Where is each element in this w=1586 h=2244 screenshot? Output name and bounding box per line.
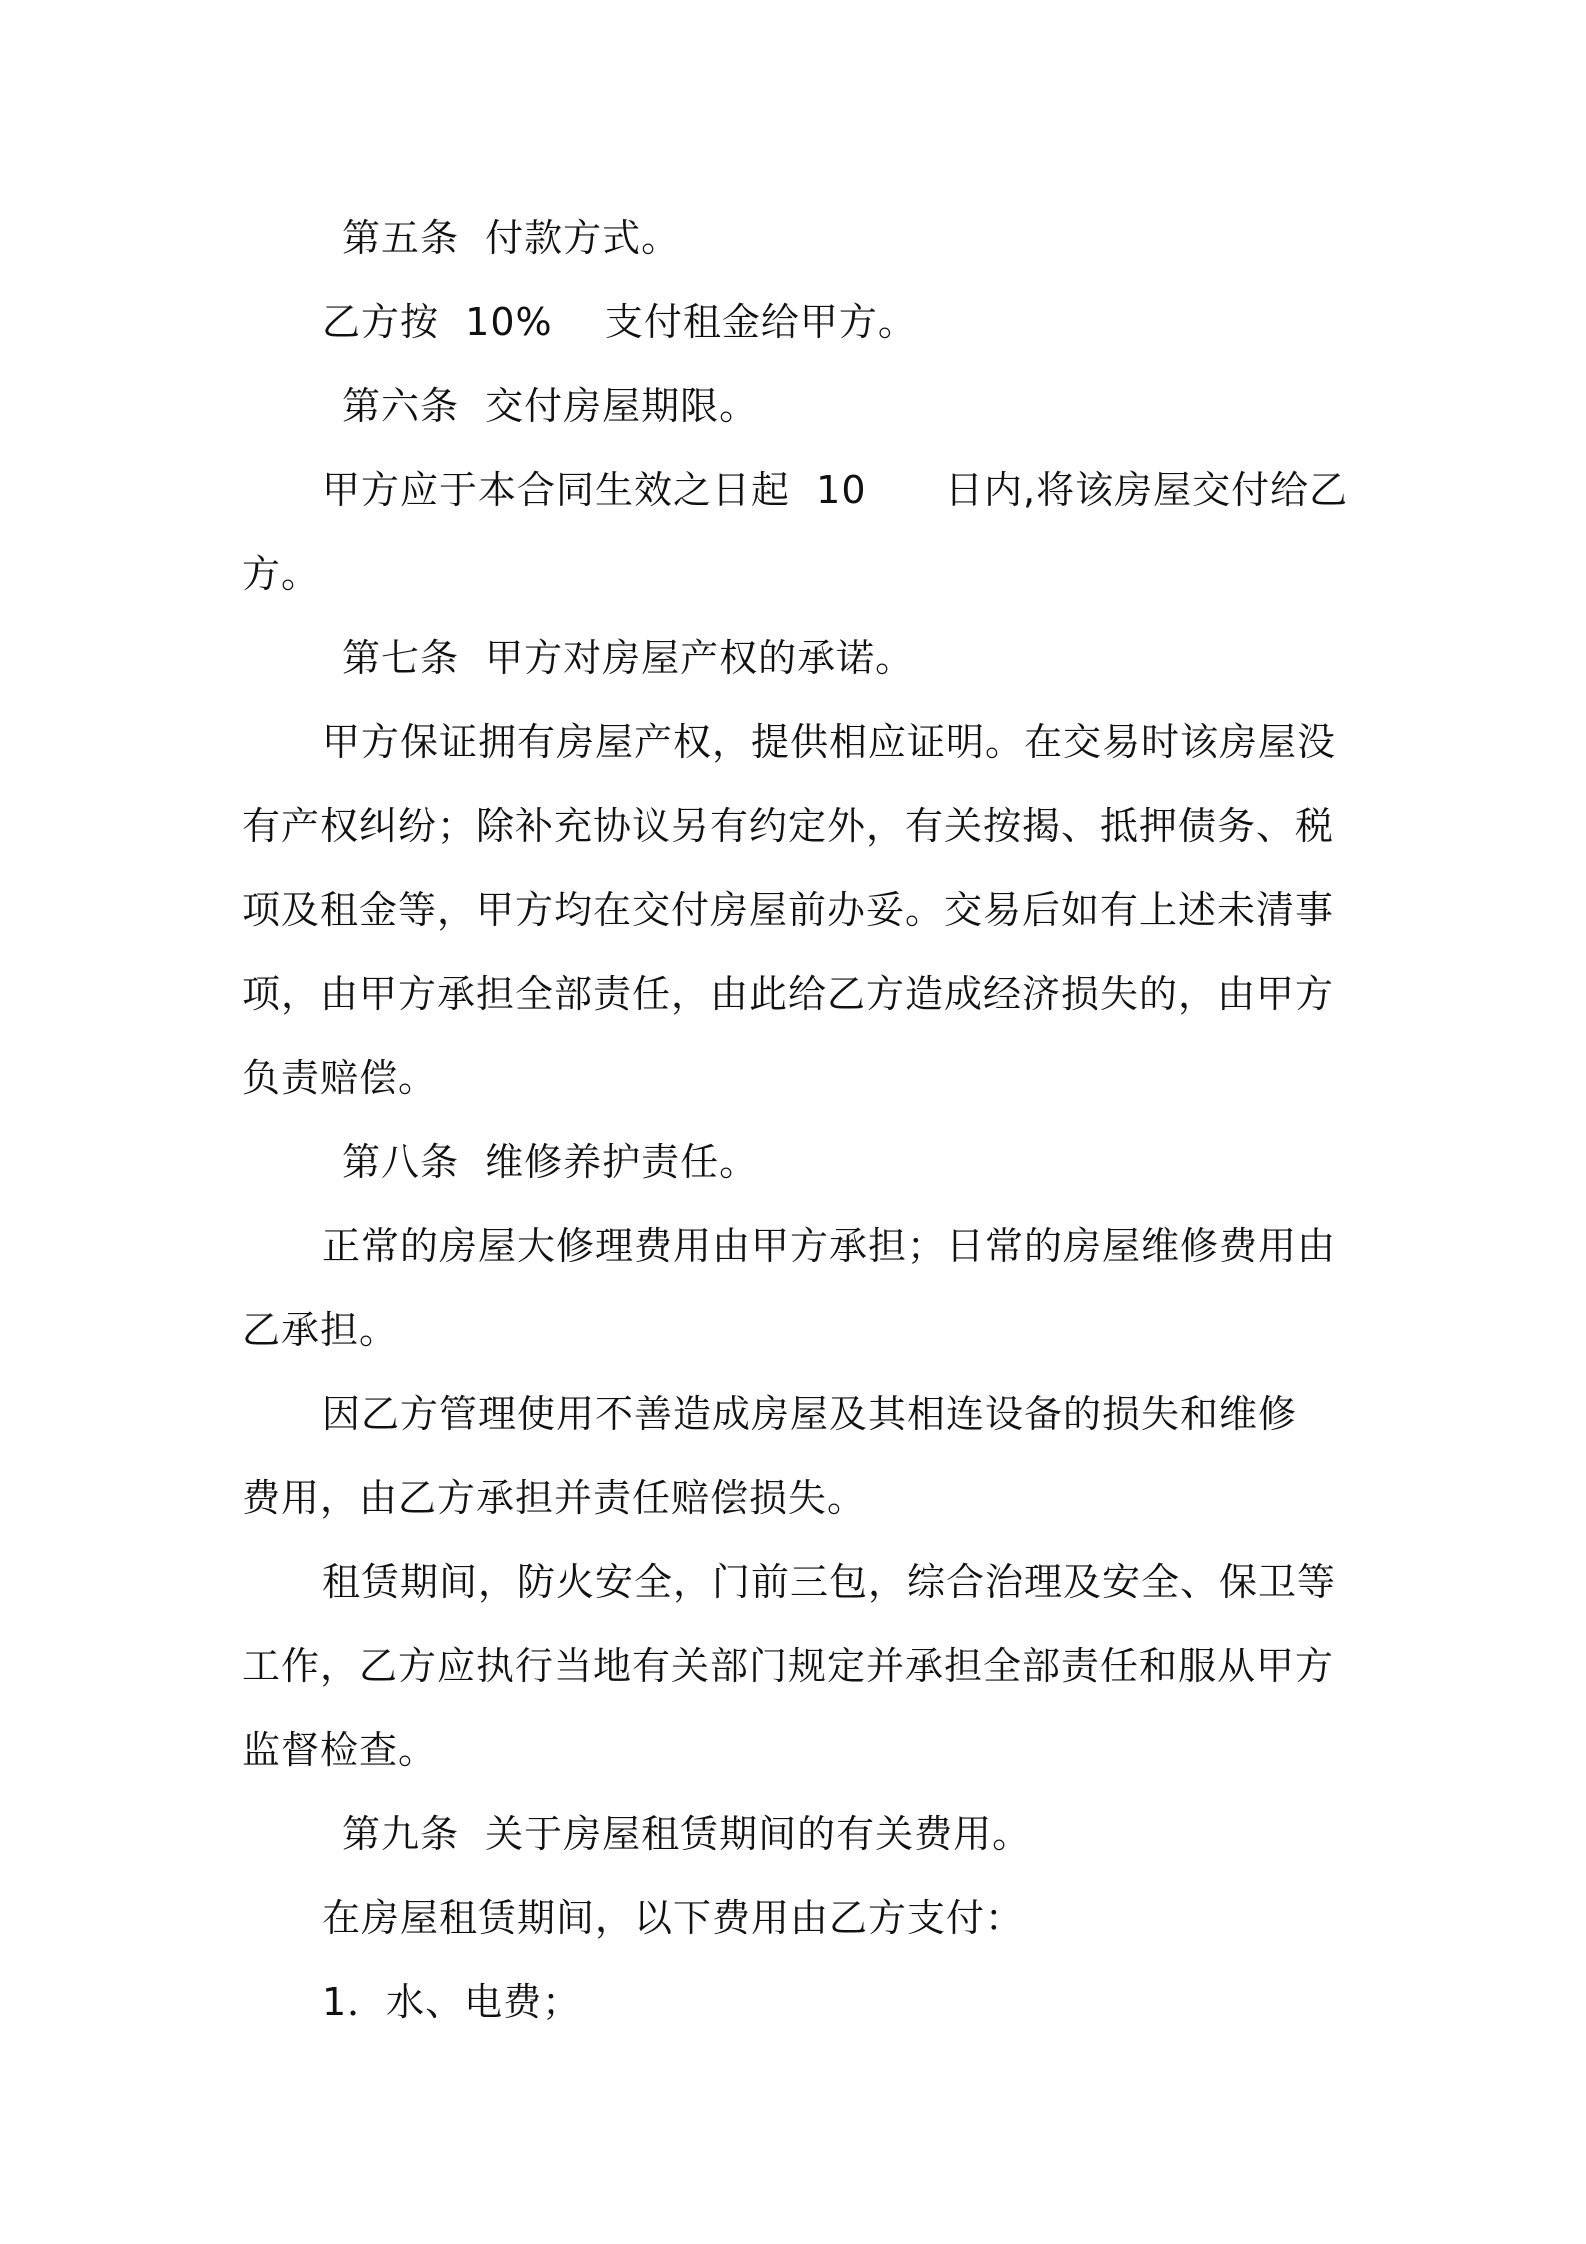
article-9-list-item-1: 1．水、电费； <box>322 1980 582 2024</box>
article-8-para-2-line-2: 费用，由乙方承担并责任赔偿损失。 <box>242 1476 867 1520</box>
article-7-text-line-4: 项，由甲方承担全部责任，由此给乙方造成经济损失的，由甲方 <box>242 972 1335 1016</box>
article-8-para-3-line-1: 租赁期间，防火安全，门前三包，综合治理及安全、保卫等 <box>322 1560 1337 1604</box>
article-5-heading: 第五条 付款方式。 <box>342 216 681 260</box>
article-7-heading: 第七条 甲方对房屋产权的承诺。 <box>342 636 915 680</box>
article-8-para-3-line-3: 监督检查。 <box>242 1728 438 1772</box>
article-6-text-line-2: 方。 <box>242 552 321 596</box>
document-body <box>242 196 1362 2044</box>
article-8-para-3-line-2: 工作，乙方应执行当地有关部门规定并承担全部责任和服从甲方 <box>242 1644 1335 1688</box>
article-7-text-line-1: 甲方保证拥有房屋产权，提供相应证明。在交易时该房屋没 <box>322 720 1337 764</box>
article-7-text-line-3: 项及租金等，甲方均在交付房屋前办妥。交易后如有上述未清事 <box>242 888 1335 932</box>
article-8-para-1-line-1: 正常的房屋大修理费用由甲方承担；日常的房屋维修费用由 <box>322 1224 1337 1268</box>
article-9-heading: 第九条 关于房屋租赁期间的有关费用。 <box>342 1812 1032 1856</box>
article-6-text-line-1: 甲方应于本合同生效之日起 10 日内,将该房屋交付给乙 <box>322 468 1349 512</box>
article-7-text-line-5: 负责赔偿。 <box>242 1056 438 1100</box>
article-8-heading: 第八条 维修养护责任。 <box>342 1140 759 1184</box>
article-8-para-1-line-2: 乙承担。 <box>242 1308 399 1352</box>
article-7-text-line-2: 有产权纠纷；除补充协议另有约定外，有关按揭、抵押债务、税 <box>242 804 1335 848</box>
article-9-text: 在房屋租赁期间，以下费用由乙方支付： <box>322 1896 1025 1940</box>
article-5-text: 乙方按 10% 支付租金给甲方。 <box>322 300 917 344</box>
article-6-heading: 第六条 交付房屋期限。 <box>342 384 759 428</box>
article-8-para-2-line-1: 因乙方管理使用不善造成房屋及其相连设备的损失和维修 <box>322 1392 1298 1436</box>
